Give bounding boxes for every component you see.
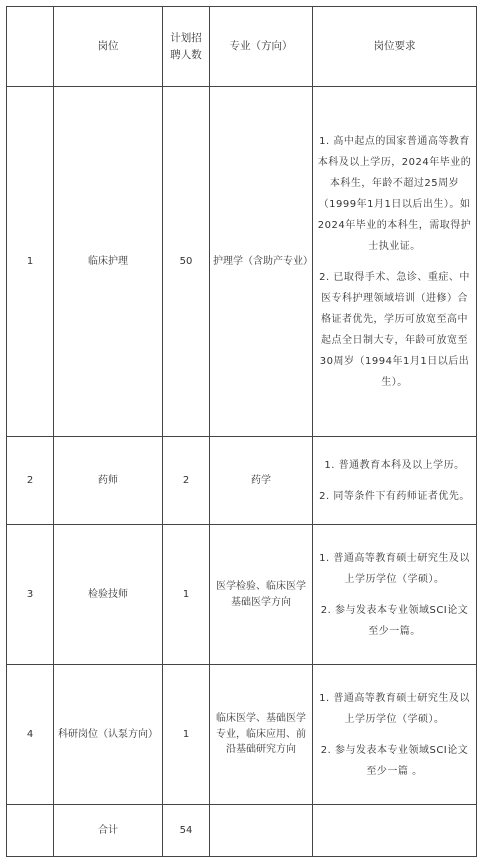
row-count: 50 bbox=[163, 87, 210, 437]
row-count: 2 bbox=[163, 437, 210, 525]
table-row bbox=[7, 437, 477, 525]
row-requirements bbox=[313, 665, 477, 805]
row-major: 医学检验、临床医学基础医学方向 bbox=[210, 525, 313, 665]
row-requirements bbox=[313, 87, 477, 437]
total-major bbox=[210, 805, 313, 857]
row-position: 临床护理 bbox=[54, 87, 163, 437]
header-count: 计划招聘人数 bbox=[163, 7, 210, 87]
table-header-row bbox=[7, 7, 477, 87]
row-count: 1 bbox=[163, 525, 210, 665]
total-label: 合计 bbox=[54, 805, 163, 857]
row-index: 4 bbox=[7, 665, 54, 805]
header-requirements: 岗位要求 bbox=[313, 7, 477, 87]
recruitment-table bbox=[6, 6, 477, 857]
requirement-item: 1. 高中起点的国家普通高等教育本科及以上学历，2024年毕业的本科生，年龄不超过25周岁（1999年1月1日以后出生）。如2024年毕业的本科生，需取得护士执业证。 bbox=[317, 135, 472, 252]
row-position: 科研岗位（认泵方向） bbox=[54, 665, 163, 805]
requirement-item: 2. 同等条件下有药师证者优先。 bbox=[319, 490, 470, 502]
total-requirements bbox=[313, 805, 477, 857]
row-count: 1 bbox=[163, 665, 210, 805]
row-index: 1 bbox=[7, 87, 54, 437]
total-row bbox=[7, 805, 477, 857]
row-index: 3 bbox=[7, 525, 54, 665]
header-position: 岗位 bbox=[54, 7, 163, 87]
requirement-item: 1. 普通高等教育硕士研究生及以上学历学位（学硕）。 bbox=[319, 552, 470, 585]
requirement-item: 1. 普通高等教育硕士研究生及以上学历学位（学硕）。 bbox=[319, 692, 470, 725]
row-position: 药师 bbox=[54, 437, 163, 525]
table-row bbox=[7, 87, 477, 437]
row-requirements bbox=[313, 525, 477, 665]
row-major: 临床医学、基础医学专业，临床应用、前沿基础研究方向 bbox=[210, 665, 313, 805]
total-index bbox=[7, 805, 54, 857]
requirement-item: 2. 参与发表本专业领域SCI论文至少一篇。 bbox=[320, 604, 469, 637]
total-count: 54 bbox=[163, 805, 210, 857]
requirement-item: 1. 普通教育本科及以上学历。 bbox=[324, 459, 465, 471]
row-requirements bbox=[313, 437, 477, 525]
row-major: 药学 bbox=[210, 437, 313, 525]
row-major: 护理学（含助产专业） bbox=[210, 87, 313, 437]
row-position: 检验技师 bbox=[54, 525, 163, 665]
header-index bbox=[7, 7, 54, 87]
header-major: 专业（方向） bbox=[210, 7, 313, 87]
table-row bbox=[7, 525, 477, 665]
requirement-item: 2. 参与发表本专业领域SCI论文至少一篇 。 bbox=[320, 744, 469, 777]
row-index: 2 bbox=[7, 437, 54, 525]
requirement-item: 2. 已取得手术、急诊、重症、中医专科护理领域培训（进修）合格证者优先，学历可放宽至高中起点全日制大专，年龄可放宽至30周岁（1994年1月1日以后出生）。 bbox=[319, 271, 470, 388]
table-row bbox=[7, 665, 477, 805]
